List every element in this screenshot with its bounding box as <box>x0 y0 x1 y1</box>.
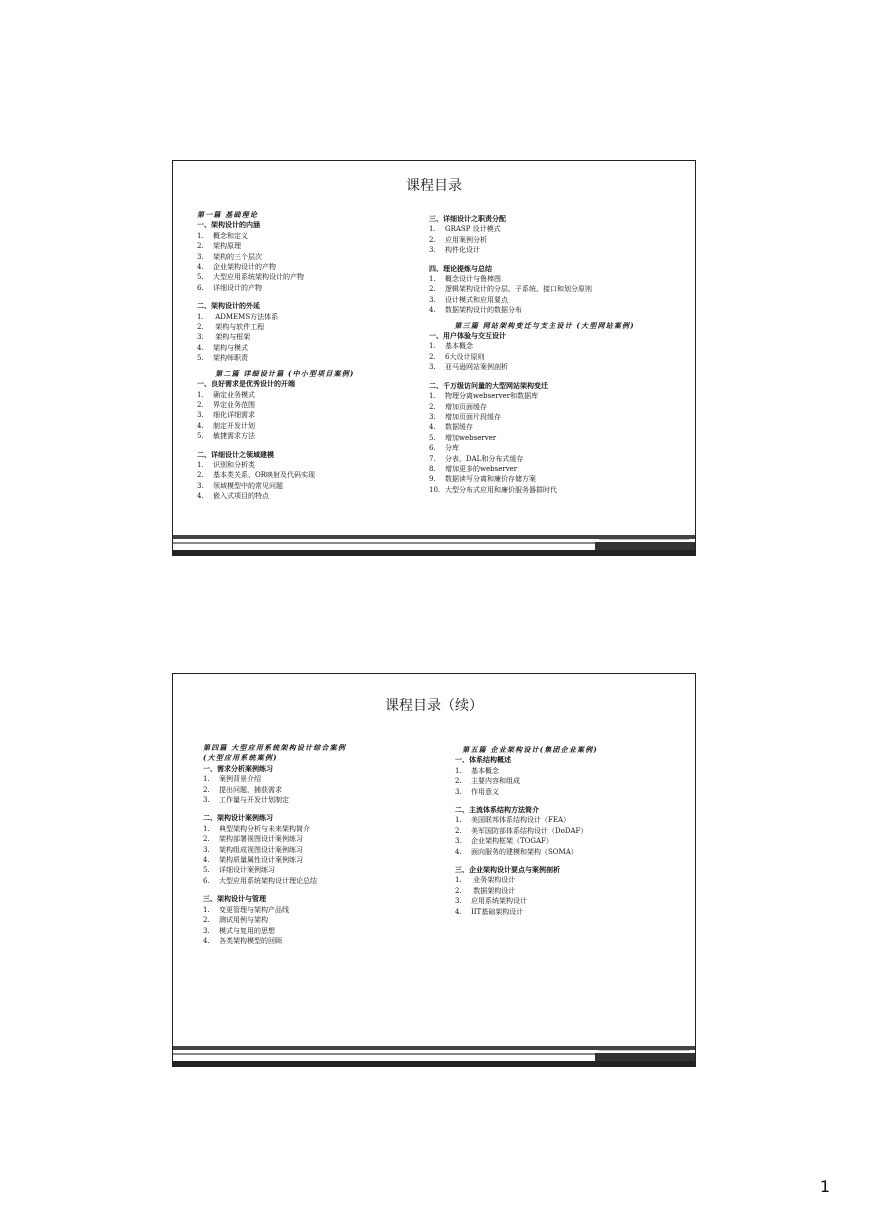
list-item-text: 增加更多的webserver <box>445 464 518 473</box>
list-item <box>455 787 691 797</box>
list-item <box>203 834 443 844</box>
list-item <box>197 322 427 332</box>
list-item <box>197 431 427 441</box>
list-item <box>197 272 427 282</box>
list-item <box>203 785 443 795</box>
list-item-text: 嵌入式项目的特点 <box>213 492 269 501</box>
list-item-text: 工作量与开发计划制定 <box>219 796 289 805</box>
spacer <box>455 797 691 805</box>
list-item-number: 4. <box>455 907 462 916</box>
list-item-text: 识别和分析类 <box>213 460 255 469</box>
list-item <box>455 875 691 885</box>
list-item-number: 3. <box>197 481 204 490</box>
section-heading: 一、体系结构概述 <box>455 756 511 765</box>
list-item-number: 2. <box>203 835 210 844</box>
slide-footer-bar <box>173 535 695 555</box>
list-item-text: 主要内容和组成 <box>471 777 520 786</box>
list-item-number: 3. <box>203 796 210 805</box>
list-item <box>197 390 427 400</box>
list-item-number: 1. <box>455 816 462 825</box>
list-item-text: 架构与框架 <box>213 333 251 342</box>
list-item-number: 4. <box>197 492 204 501</box>
list-item <box>429 295 691 305</box>
list-item-number: 1. <box>429 342 436 351</box>
list-item-number: 2. <box>197 471 204 480</box>
list-item-text: 提出问题，捕获需求 <box>219 785 282 794</box>
list-item <box>429 422 691 432</box>
slide-title: 课程目录 <box>406 178 462 194</box>
list-item-text: 面向服务的建模和架构（SOMA） <box>471 847 578 856</box>
list-item-text: 概念和定义 <box>213 231 248 240</box>
spacer <box>455 857 691 865</box>
list-item-number: 6. <box>203 876 210 885</box>
list-item-number: 3. <box>429 363 436 372</box>
part-heading: 第三篇 网站架构变迁与支主设计 (大型网站案例) <box>429 320 635 330</box>
list-item <box>203 795 443 805</box>
list-item-number: 7. <box>429 454 436 463</box>
list-item-text: 基本概念 <box>471 766 499 775</box>
list-item-text: 基本概念 <box>445 342 473 351</box>
list-item <box>203 936 443 946</box>
list-item <box>203 855 443 865</box>
list-item <box>197 283 427 293</box>
list-item-text: 模式与复用的思想 <box>219 926 275 935</box>
list-item <box>429 274 691 284</box>
section-heading: 一、用户体验与交互设计 <box>429 332 506 341</box>
list-item <box>429 485 691 495</box>
list-item-text: 架构师职责 <box>213 354 248 363</box>
list-item <box>455 815 691 825</box>
list-item <box>197 421 427 431</box>
section-heading: 二、架构设计案例练习 <box>203 814 273 823</box>
list-item <box>197 481 427 491</box>
list-item-text: 业务架构设计 <box>471 876 516 885</box>
list-item-text: 物理分离webserver和数据库 <box>445 392 539 401</box>
list-item <box>429 245 691 255</box>
section-heading: 二、架构设计的外延 <box>197 302 260 311</box>
list-item <box>197 410 427 420</box>
list-item <box>203 905 443 915</box>
list-item-number: 3. <box>197 252 204 261</box>
list-item-text: 制定开发计划 <box>213 421 255 430</box>
list-item-text: 各类架构模型的回顾 <box>219 936 282 945</box>
list-item <box>197 262 427 272</box>
slide-footer-bar <box>173 1046 695 1066</box>
right-column <box>429 214 691 495</box>
spacer <box>203 886 443 894</box>
list-item-text: 架构组成视图设计案例练习 <box>219 845 303 854</box>
list-item-text: 架构的三个层次 <box>213 252 262 261</box>
list-item-number: 5. <box>197 273 204 282</box>
list-item-number: 2. <box>455 826 462 835</box>
list-item-text: 敏捷需求方法 <box>213 432 255 441</box>
list-item-text: 案例背景介绍 <box>219 775 261 784</box>
list-item-number: 1. <box>429 392 436 401</box>
list-item-text: 确定业务模式 <box>213 390 255 399</box>
list-item <box>197 470 427 480</box>
list-item-number: 10. <box>429 485 441 494</box>
right-column <box>455 745 691 917</box>
part-heading: 第一篇 基础理论 <box>197 210 259 219</box>
list-item-number: 4. <box>197 421 204 430</box>
part-heading: 第四篇 大型应用系统架构设计综合案例 (大型应用系统案例) <box>203 743 347 763</box>
list-item-text: 架构与模式 <box>213 343 248 352</box>
list-item <box>203 876 443 886</box>
list-item-number: 9. <box>429 475 436 484</box>
list-item-text: 大型应用系统架构设计的产物 <box>213 273 304 282</box>
list-item-number: 3. <box>197 333 204 342</box>
list-item <box>455 766 691 776</box>
list-item-text: 企业架构设计的产物 <box>213 263 276 272</box>
list-item-number: 2. <box>455 777 462 786</box>
list-item-number: 3. <box>197 411 204 420</box>
list-item <box>429 224 691 234</box>
list-item-text: 设计模式和应用要点 <box>445 295 508 304</box>
list-item-number: 4. <box>429 423 436 432</box>
list-item <box>429 402 691 412</box>
list-item-text: 6大设计原则 <box>445 352 485 361</box>
list-item-text: 典型架构分析与未来架构简介 <box>219 824 310 833</box>
list-item-text: 大型应用系统架构设计理论总结 <box>219 876 317 885</box>
list-item-number: 6. <box>429 444 436 453</box>
list-item-number: 1. <box>197 231 204 240</box>
list-item-number: 4. <box>197 343 204 352</box>
list-item-text: 架构部署视图设计案例练习 <box>219 835 303 844</box>
list-item-text: 构件化设计 <box>445 246 480 255</box>
list-item-number: 1. <box>429 275 436 284</box>
list-item-number: 2. <box>197 242 204 251</box>
part-heading: 第二篇 详细设计篇 (中小型项目案例) <box>197 368 355 378</box>
list-item <box>455 847 691 857</box>
section-heading: 二、千万级访问量的大型网站架构变迁 <box>429 381 548 390</box>
list-item <box>455 836 691 846</box>
list-item-text: 数据架构设计 <box>471 886 516 895</box>
list-item-number: 1. <box>197 460 204 469</box>
list-item-number: 1. <box>455 766 462 775</box>
list-item-number: 5. <box>203 866 210 875</box>
list-item-number: 1. <box>203 824 210 833</box>
list-item-number: 1. <box>197 312 204 321</box>
list-item <box>429 284 691 294</box>
spacer <box>429 373 691 381</box>
list-item <box>429 235 691 245</box>
list-item <box>429 305 691 315</box>
spacer <box>197 293 427 301</box>
list-item-text: 增加webserver <box>445 433 497 442</box>
list-item-number: 3. <box>203 926 210 935</box>
slide-title: 课程目录（续） <box>385 698 483 714</box>
list-item-number: 3. <box>455 837 462 846</box>
list-item-number: 3. <box>455 897 462 906</box>
section-heading: 一、需求分析案例练习 <box>203 764 273 773</box>
list-item-text: GRASP 设计模式 <box>445 225 501 234</box>
left-column <box>203 743 443 946</box>
list-item <box>429 443 691 453</box>
list-item-text: 增加页面片段缓存 <box>445 412 501 421</box>
list-item-number: 5. <box>429 433 436 442</box>
list-item <box>197 252 427 262</box>
list-item-number: 3. <box>203 845 210 854</box>
list-item-text: 数据缓存 <box>445 423 473 432</box>
list-item <box>203 845 443 855</box>
list-item-number: 4. <box>203 936 210 945</box>
list-item <box>429 412 691 422</box>
section-heading: 四、理论提炼与总结 <box>429 264 492 273</box>
spacer <box>429 256 691 264</box>
spacer <box>203 805 443 813</box>
list-item <box>429 433 691 443</box>
list-item <box>203 865 443 875</box>
list-item-number: 3. <box>429 412 436 421</box>
list-item-number: 3. <box>455 787 462 796</box>
list-item-number: 2. <box>197 400 204 409</box>
list-item-number: 2. <box>429 402 436 411</box>
list-item <box>197 241 427 251</box>
list-item <box>203 774 443 784</box>
section-heading: 一、架构设计的内涵 <box>197 221 260 230</box>
list-item-number: 5. <box>197 432 204 441</box>
list-item-text: 作用意义 <box>471 787 499 796</box>
page-number: 1 <box>819 1177 830 1196</box>
list-item <box>197 231 427 241</box>
list-item-text: 详细设计案例练习 <box>219 866 275 875</box>
list-item-text: 分库 <box>445 444 459 453</box>
list-item-text: 分表、DAL和分布式缓存 <box>445 454 524 463</box>
list-item-number: 4. <box>197 263 204 272</box>
list-item <box>455 826 691 836</box>
list-item-number: 2. <box>429 352 436 361</box>
list-item <box>197 460 427 470</box>
list-item <box>197 312 427 322</box>
list-item-number: 8. <box>429 464 436 473</box>
list-item-text: 应用案例分析 <box>445 235 487 244</box>
slide-course-contents <box>172 160 696 556</box>
section-heading: 一、良好需求是优秀设计的开端 <box>197 380 295 389</box>
list-item-number: 6. <box>197 283 204 292</box>
list-item-text: 变更管理与架构产品线 <box>219 905 289 914</box>
list-item-text: 应用系统架构设计 <box>471 897 527 906</box>
list-item <box>197 332 427 342</box>
list-item <box>197 400 427 410</box>
list-item <box>455 886 691 896</box>
section-heading: 二、主流体系结构方法简介 <box>455 806 539 815</box>
list-item-number: 3. <box>429 246 436 255</box>
list-item-text: 企业架构框架（TOGAF） <box>471 837 553 846</box>
part-heading: 第五篇 企业架构设计(集团企业案例) <box>455 745 598 754</box>
list-item-number: 3. <box>429 295 436 304</box>
list-item-number: 4. <box>203 856 210 865</box>
list-item-number: 2. <box>197 323 204 332</box>
list-item-number: 1. <box>429 225 436 234</box>
list-item <box>197 491 427 501</box>
list-item-text: 增加页面缓存 <box>445 402 487 411</box>
list-item-text: 美军国防部体系结构设计（DoDAF） <box>471 826 588 835</box>
list-item <box>203 926 443 936</box>
list-item-text: 架构原理 <box>213 242 241 251</box>
list-item-text: 测试用例与架构 <box>219 916 268 925</box>
list-item-text: ADMEMS方法体系 <box>213 312 279 321</box>
list-item <box>429 474 691 484</box>
list-item-text: 美国联邦体系结构设计（FEA） <box>471 816 571 825</box>
list-item-text: 架构与软件工程 <box>213 323 265 332</box>
section-heading: 三、企业架构设计要点与案例剖析 <box>455 866 560 875</box>
list-item-number: 2. <box>203 785 210 794</box>
list-item-text: 架构质量属性设计案例练习 <box>219 856 303 865</box>
list-item <box>455 896 691 906</box>
list-item-number: 2. <box>203 916 210 925</box>
list-item-text: 细化详细需求 <box>213 411 255 420</box>
list-item-number: 4. <box>429 306 436 315</box>
list-item-text: 逻辑架构设计的分层、子系统、接口和划分原则 <box>445 285 592 294</box>
list-item <box>429 362 691 372</box>
section-heading: 三、详细设计之职责分配 <box>429 215 506 223</box>
list-item <box>429 391 691 401</box>
list-item <box>203 915 443 925</box>
list-item <box>197 353 427 363</box>
list-item-text: 数据读写分离和廉价存储方案 <box>445 475 536 484</box>
list-item-text: 领域模型中的常见问题 <box>213 481 283 490</box>
list-item <box>197 343 427 353</box>
left-column <box>197 210 427 502</box>
list-item-number: 4. <box>455 847 462 856</box>
list-item <box>203 824 443 834</box>
list-item-text: 界定业务范围 <box>213 400 255 409</box>
spacer <box>197 442 427 450</box>
list-item <box>429 341 691 351</box>
list-item-number: 2. <box>455 886 462 895</box>
section-heading: 三、架构设计与管理 <box>203 895 266 904</box>
list-item-number: 1. <box>197 390 204 399</box>
list-item-text: 概念设计与鲁棒图 <box>445 275 501 284</box>
list-item-text: 亚马逊网站案例剖析 <box>445 363 508 372</box>
list-item-number: 1. <box>203 775 210 784</box>
list-item-text: 基本类关系、OR映射及代码实现 <box>213 471 316 480</box>
list-item-number: 1. <box>203 905 210 914</box>
list-item <box>455 776 691 786</box>
list-item-text: 大型分布式应用和廉价服务器群时代 <box>445 485 557 494</box>
section-heading: 二、详细设计之领域建模 <box>197 450 274 459</box>
list-item-number: 2. <box>429 285 436 294</box>
list-item-number: 5. <box>197 354 204 363</box>
list-item <box>429 464 691 474</box>
slide-course-contents-continued <box>172 673 696 1067</box>
list-item <box>455 907 691 917</box>
list-item <box>429 352 691 362</box>
list-item-text: 数据架构设计的数据分布 <box>445 306 522 315</box>
list-item-text: 详细设计的产物 <box>213 283 262 292</box>
list-item-number: 1. <box>455 876 462 885</box>
list-item <box>429 454 691 464</box>
list-item-number: 2. <box>429 235 436 244</box>
list-item-text: IIT基础架构设计 <box>471 907 524 916</box>
